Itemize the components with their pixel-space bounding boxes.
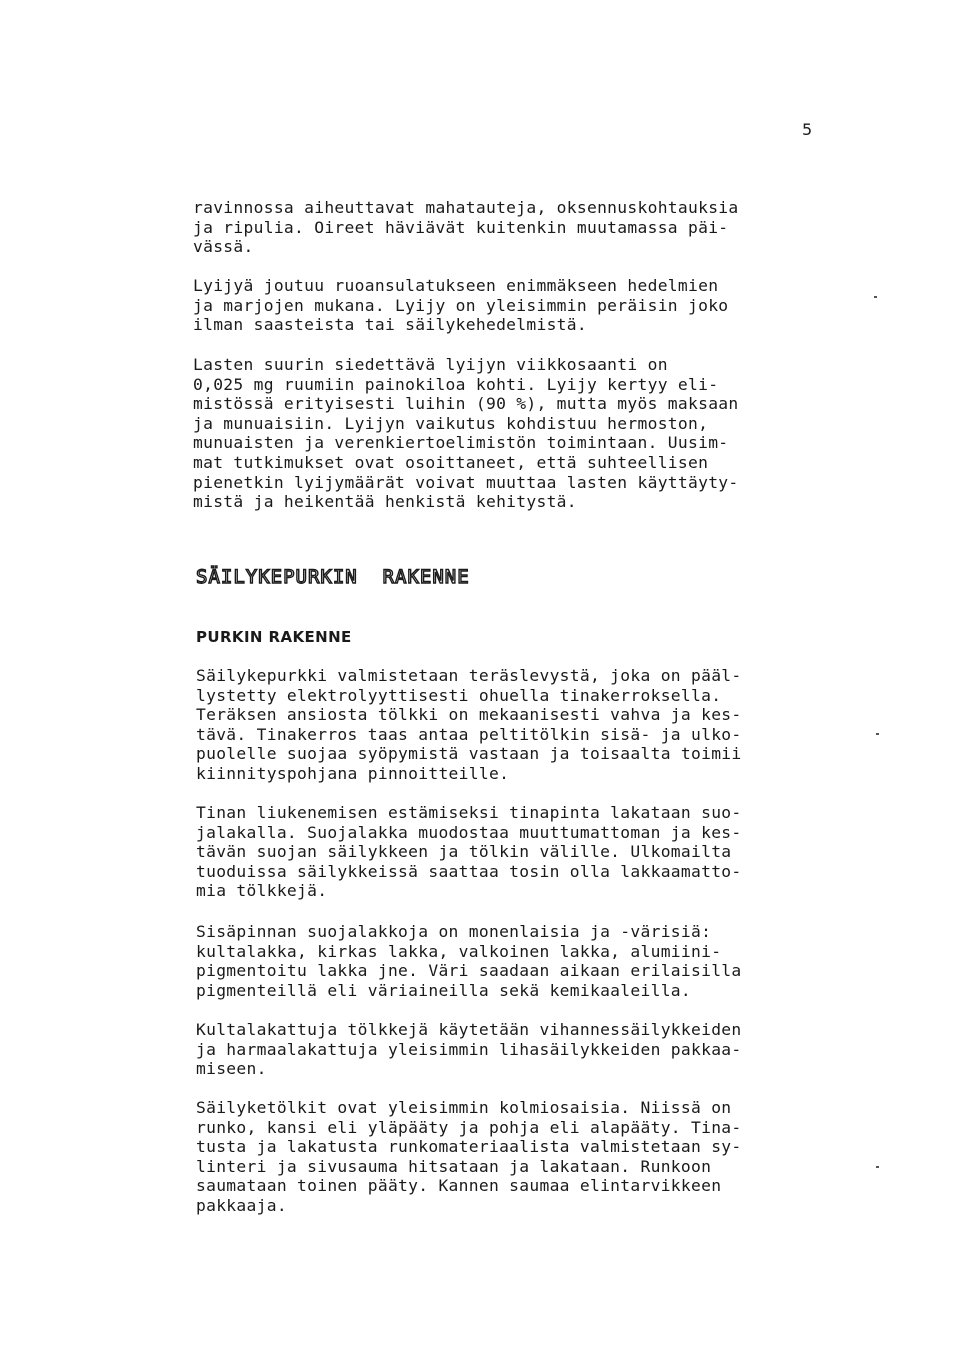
text-line: linteri ja sivusauma hitsataan ja lakataan. Runkoon <box>196 1156 712 1176</box>
scan-speck <box>876 1166 879 1168</box>
text-line: Teräksen ansiosta tölkki on mekaanisesti vahva ja kes- <box>196 705 742 725</box>
text-line: Lasten suurin siedettävä lyijyn viikkosaanti on <box>193 355 668 374</box>
text-line: tusta ja lakatusta runkomateriaalista valmistetaan sy- <box>196 1137 742 1157</box>
section-title: SÄILYKEPURKIN RAKENNE <box>196 566 470 588</box>
text-line: pakkaaja. <box>196 1195 287 1215</box>
text-line: ja harmaalakattuja yleisimmin lihasäilykkeiden pakkaa- <box>196 1039 742 1059</box>
text-line: tävä. Tinakerros taas antaa peltitölkin sisä- ja ulko- <box>196 724 742 744</box>
text-line: vässä. <box>193 237 254 257</box>
text-line: Sisäpinnan suojalakkoja on monenlaisia ja -värisiä: <box>196 922 712 941</box>
scan-speck <box>874 296 877 298</box>
text-line: jalakalla. Suojalakka muodostaa muuttumattoman ja kes- <box>196 822 742 842</box>
paragraph <box>196 1098 856 1216</box>
text-line: Lyijyä joutuu ruoansulatukseen enimmäkseen hedelmien <box>193 276 719 295</box>
text-line: miseen. <box>196 1059 267 1079</box>
text-line: saumataan toinen pääty. Kannen saumaa elintarvikkeen <box>196 1176 722 1196</box>
text-line: puolelle suojaa syöpymistä vastaan ja toisaalta toimii <box>196 744 742 764</box>
text-line: tävän suojan säilykkeen ja tölkin välille. Ulkomailta <box>196 842 732 862</box>
text-line: Tinan liukenemisen estämiseksi tinapinta lakataan suo- <box>196 803 742 822</box>
text-line: Säilykepurkki valmistetaan teräslevystä, joka on pääl- <box>196 666 742 685</box>
text-line: pienetkin lyijymäärät voivat muuttaa lasten käyttäyty- <box>193 472 739 492</box>
text-line: pigmenteillä eli väriaineilla sekä kemikaaleilla. <box>196 980 692 1000</box>
text-line: kiinnityspohjana pinnoitteille. <box>196 763 510 783</box>
text-line: ja marjojen mukana. Lyijy on yleisimmin peräisin joko <box>193 295 729 315</box>
text-line: lystetty elektrolyyttisesti ohuella tinakerroksella. <box>196 685 722 705</box>
text-line: ilman saasteista tai säilykehedelmistä. <box>193 315 587 335</box>
text-line: Kultalakattuja tölkkejä käytetään vihannessäilykkeiden <box>196 1020 742 1039</box>
text-line: mia tölkkejä. <box>196 881 328 901</box>
text-line: mat tutkimukset ovat osoittaneet, että suhteellisen <box>193 452 709 472</box>
text-line: tuoduissa säilykkeissä saattaa tosin olla lakkaamatto- <box>196 861 742 881</box>
text-line: ja ripulia. Oireet häviävät kuitenkin muutamassa päi- <box>193 217 729 237</box>
paragraph <box>193 355 853 512</box>
text-line: mistä ja heikentää henkistä kehitystä. <box>193 492 577 512</box>
text-line: kultalakka, kirkas lakka, valkoinen lakka, alumiini- <box>196 941 722 961</box>
text-line: mistössä erityisesti luihin (90 %), mutta myös maksaan <box>193 394 739 414</box>
page-number: 5 <box>802 120 813 139</box>
paragraph <box>196 666 856 784</box>
text-line: Säilyketölkit ovat yleisimmin kolmiosaisia. Niissä on <box>196 1098 732 1117</box>
text-line: ja munuaisiin. Lyijyn vaikutus kohdistuu hermoston, <box>193 413 709 433</box>
paragraph <box>193 276 853 335</box>
scan-speck <box>876 733 879 735</box>
text-line: runko, kansi eli yläpääty ja pohja eli alapääty. Tina- <box>196 1117 742 1137</box>
paragraph <box>196 922 856 1000</box>
text-line: pigmentoitu lakka jne. Väri saadaan aikaan erilaisilla <box>196 961 742 981</box>
text-line: 0,025 mg ruumiin painokiloa kohti. Lyijy kertyy eli- <box>193 374 719 394</box>
paragraph <box>196 1020 856 1079</box>
text-line: ravinnossa aiheuttavat mahatauteja, oksennuskohtauksia <box>193 198 739 217</box>
paragraph <box>196 803 856 901</box>
text-line: munuaisten ja verenkiertoelimistön toimintaan. Uusim- <box>193 433 729 453</box>
subheading: PURKIN RAKENNE <box>196 628 352 646</box>
paragraph <box>193 198 853 257</box>
